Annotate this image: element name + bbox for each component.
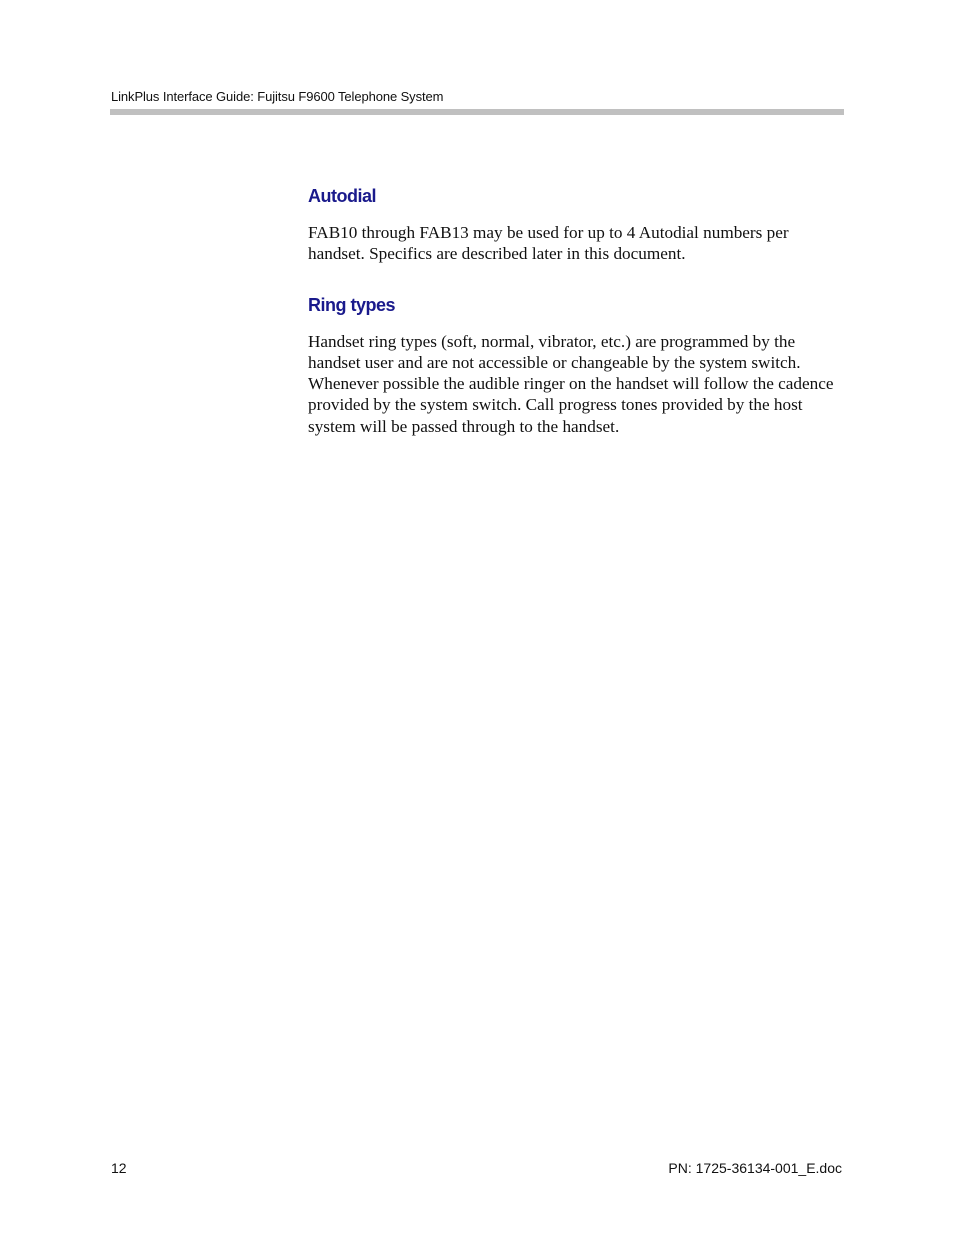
section-heading-ring-types: Ring types [308,294,396,315]
part-number: PN: 1725-36134-001_E.doc [668,1160,842,1176]
running-header-title: LinkPlus Interface Guide: Fujitsu F9600 Telephone System [111,89,444,104]
main-content [308,184,848,465]
section-body-autodial: FAB10 through FAB13 may be used for up to 4 Autodial numbers per handset. Specifics are described later in this document. [308,223,789,264]
section-ring-types [308,293,848,437]
section-heading-autodial: Autodial [308,186,376,206]
section-body-ring-types: Handset ring types (soft, normal, vibrator, etc.) are programmed by the handset user and are not accessible or changeable by the system switch. Whenever possible the audible ringer on the handset will follow the cadence provided by the system switch. Call progress tones provided by the host system will be passed through to the handset. [308,331,834,436]
page-number: 12 [111,1160,127,1176]
header-rule [110,109,844,115]
section-autodial [308,184,848,265]
